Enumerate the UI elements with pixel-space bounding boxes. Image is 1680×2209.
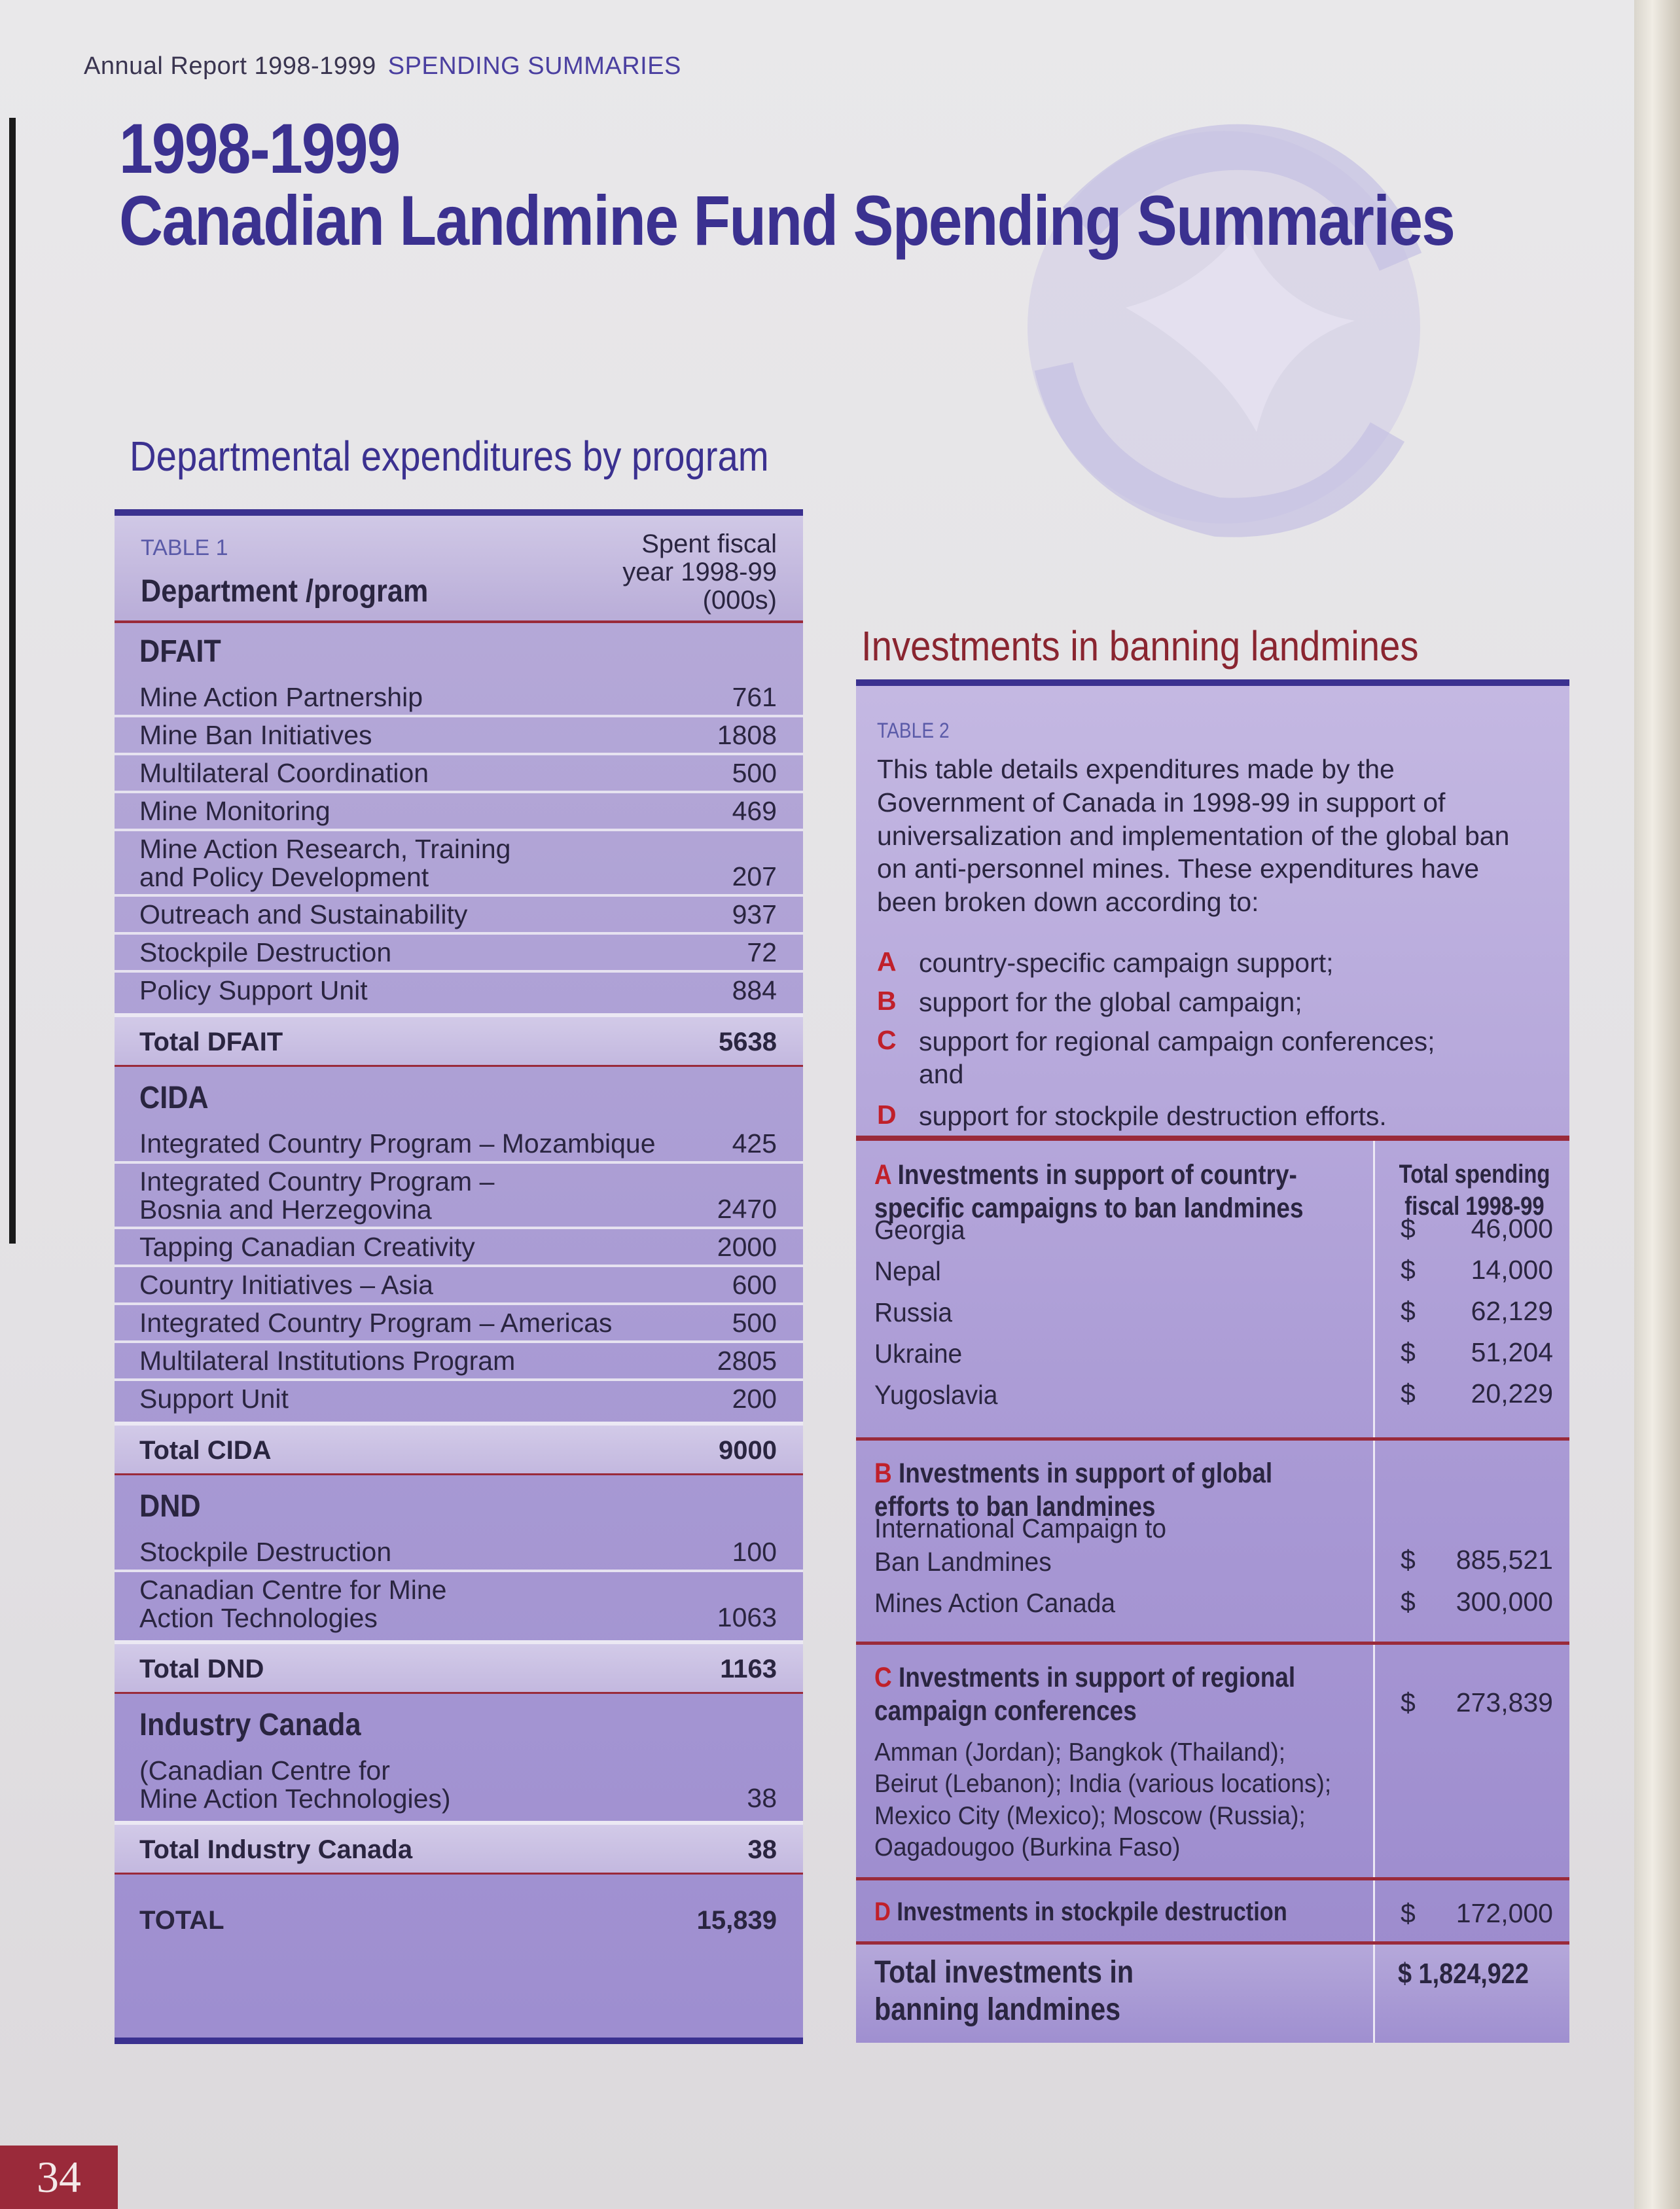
table-row bbox=[115, 1304, 803, 1342]
table-row bbox=[115, 716, 803, 754]
total-investments-label: Total investments in banning landmines bbox=[874, 1955, 1134, 2027]
country-amount bbox=[1393, 1296, 1553, 1330]
program-value: 2000 bbox=[717, 1232, 777, 1262]
regional-amount bbox=[1393, 1687, 1553, 1721]
table-row bbox=[115, 1533, 803, 1571]
table2-description: This table details expenditures made by the Government of Canada in 1998-99 in support of universalization and implementation of the global ban on anti-personnel mines. These expenditures have been broken down according to: bbox=[877, 754, 1510, 918]
amount-value: 62,129 bbox=[1471, 1296, 1553, 1326]
section-divider bbox=[856, 1437, 1569, 1441]
total-label: Total DFAIT bbox=[139, 1028, 283, 1056]
amount-value: 300,000 bbox=[1456, 1587, 1553, 1617]
recipient-amount bbox=[1393, 1545, 1553, 1579]
total-investments-value: $ 1,824,922 bbox=[1398, 1958, 1529, 1990]
total-value: 38 bbox=[747, 1835, 777, 1864]
breakdown-text: country-specific campaign support; bbox=[919, 948, 1334, 978]
program-value: 38 bbox=[747, 1783, 777, 1813]
total-value: 1163 bbox=[720, 1655, 777, 1683]
letter-gap bbox=[891, 1897, 897, 1926]
total-value: 9000 bbox=[719, 1436, 777, 1465]
amount-value: 885,521 bbox=[1456, 1545, 1553, 1575]
letter-gap bbox=[892, 1662, 899, 1693]
currency-symbol: $ bbox=[1401, 1378, 1416, 1409]
country-amount bbox=[1393, 1255, 1553, 1289]
section-heading-d bbox=[874, 1897, 1287, 1928]
program-name: Policy Support Unit bbox=[139, 975, 368, 1005]
program-value: 207 bbox=[732, 861, 777, 891]
table1-col-spent: Spent fiscal year 1998-99 (000s) bbox=[622, 530, 777, 615]
program-name: Mine Action Partnership bbox=[139, 682, 423, 712]
table-row bbox=[115, 971, 803, 1009]
table-departmental-expenditures bbox=[115, 509, 803, 2044]
amount-value: 20,229 bbox=[1471, 1378, 1553, 1409]
program-value: 72 bbox=[747, 937, 777, 967]
table1-header bbox=[115, 516, 803, 623]
program-name: Multilateral Coordination bbox=[139, 758, 429, 788]
recipient-amount bbox=[1393, 1587, 1553, 1621]
running-header bbox=[84, 52, 681, 81]
breakdown-letter: A bbox=[877, 946, 897, 977]
page-number: 34 bbox=[0, 2146, 118, 2209]
section-heading-c bbox=[874, 1661, 1295, 1727]
program-value: 2470 bbox=[717, 1194, 777, 1224]
dept-name-cida: CIDA bbox=[139, 1081, 209, 1115]
dept-name-dfait: DFAIT bbox=[139, 634, 221, 669]
amount-value: 51,204 bbox=[1471, 1337, 1553, 1367]
country-amount bbox=[1393, 1378, 1553, 1412]
currency-symbol: $ bbox=[1401, 1687, 1416, 1717]
program-value: 469 bbox=[732, 796, 777, 826]
section-title: Investments in stockpile destruction bbox=[897, 1897, 1287, 1926]
program-value: 500 bbox=[732, 1308, 777, 1338]
section-letter: A bbox=[874, 1159, 891, 1191]
program-name: Mine Monitoring bbox=[139, 796, 331, 826]
breakdown-item bbox=[877, 1025, 1538, 1093]
table-row bbox=[115, 792, 803, 830]
title-main: Canadian Landmine Fund Spending Summaries bbox=[119, 181, 1455, 260]
table-row bbox=[115, 1266, 803, 1304]
total-label: Total Industry Canada bbox=[139, 1835, 413, 1864]
total-row-dfait bbox=[115, 1013, 803, 1067]
program-name: Integrated Country Program – Americas bbox=[139, 1308, 613, 1338]
program-value: 100 bbox=[732, 1537, 777, 1567]
table-row bbox=[115, 1228, 803, 1266]
grand-total-value: 15,839 bbox=[696, 1906, 777, 1935]
section-title: Investments in support of regional campaign conferences bbox=[874, 1662, 1296, 1727]
program-value: 884 bbox=[732, 975, 777, 1005]
table2-col-total: Total spending fiscal 1998-99 bbox=[1399, 1160, 1550, 1221]
section-title: Investments in support of country- specific campaigns to ban landmines bbox=[874, 1159, 1304, 1224]
page-curl-edge bbox=[1634, 0, 1680, 2209]
program-name: Integrated Country Program – Bosnia and Herzegovina bbox=[139, 1166, 495, 1225]
amount-value: 14,000 bbox=[1471, 1255, 1553, 1285]
total-value: 5638 bbox=[719, 1028, 777, 1056]
total-row-industry bbox=[115, 1821, 803, 1875]
country-amount bbox=[1393, 1337, 1553, 1371]
breakdown-letter: B bbox=[877, 986, 897, 1016]
amount-value: 273,839 bbox=[1456, 1687, 1553, 1717]
country-name: Yugoslavia bbox=[874, 1380, 998, 1410]
dept-name-dnd: DND bbox=[139, 1489, 201, 1524]
breakdown-text: support for stockpile destruction efforts. bbox=[919, 1101, 1387, 1131]
section-letter: B bbox=[874, 1458, 892, 1489]
table-row bbox=[115, 830, 803, 895]
table-row bbox=[115, 1342, 803, 1380]
table-row bbox=[115, 754, 803, 792]
currency-symbol: $ bbox=[1401, 1213, 1416, 1244]
table-row bbox=[115, 1571, 803, 1636]
table-row bbox=[115, 1751, 803, 1817]
program-name: Country Initiatives – Asia bbox=[139, 1270, 433, 1300]
table1-label: TABLE 1 bbox=[141, 535, 228, 560]
currency-symbol: $ bbox=[1401, 1255, 1416, 1285]
table-row bbox=[115, 1162, 803, 1228]
section-divider bbox=[856, 1877, 1569, 1880]
program-value: 761 bbox=[732, 682, 777, 712]
program-value: 2805 bbox=[717, 1346, 777, 1376]
section-title-departmental: Departmental expenditures by program bbox=[130, 433, 769, 480]
breakdown-letter: D bbox=[877, 1100, 897, 1130]
section-divider bbox=[856, 1642, 1569, 1645]
stockpile-amount bbox=[1393, 1898, 1553, 1932]
section-letter: C bbox=[874, 1662, 892, 1693]
breakdown-item bbox=[877, 1100, 1538, 1138]
program-value: 1063 bbox=[717, 1602, 777, 1632]
program-name: Mine Ban Initiatives bbox=[139, 720, 372, 750]
program-value: 1808 bbox=[717, 720, 777, 750]
program-value: 500 bbox=[732, 758, 777, 788]
letter-gap bbox=[891, 1159, 897, 1191]
total-row-cida bbox=[115, 1422, 803, 1475]
amount-value: 46,000 bbox=[1471, 1213, 1553, 1244]
program-name: Tapping Canadian Creativity bbox=[139, 1232, 475, 1262]
table-row bbox=[115, 678, 803, 716]
program-value: 200 bbox=[732, 1384, 777, 1414]
total-column-divider bbox=[1373, 1945, 1375, 2043]
report-name: Annual Report 1998-1999 bbox=[84, 52, 376, 80]
currency-symbol: $ bbox=[1401, 1296, 1416, 1326]
total-label: Total DND bbox=[139, 1655, 264, 1683]
currency-symbol: $ bbox=[1401, 1545, 1416, 1575]
grand-total-label: TOTAL bbox=[139, 1906, 224, 1935]
country-name: Nepal bbox=[874, 1256, 941, 1286]
grand-total-row bbox=[115, 1886, 803, 1952]
program-name: Multilateral Institutions Program bbox=[139, 1346, 516, 1376]
amount-value: 172,000 bbox=[1456, 1898, 1553, 1928]
conference-locations: Amman (Jordan); Bangkok (Thailand); Beirut (Lebanon); India (various locations); Mexico City (Mexico); Moscow (Russia); Oagadougoo (Burkina Faso) bbox=[874, 1738, 1332, 1862]
table2-label: TABLE 2 bbox=[877, 719, 950, 742]
breakdown-text: support for regional campaign conferences; and bbox=[919, 1026, 1435, 1090]
section-name: SPENDING SUMMARIES bbox=[387, 52, 681, 80]
binding-edge bbox=[9, 118, 16, 1244]
program-name: Integrated Country Program – Mozambique bbox=[139, 1128, 656, 1158]
program-name: Canadian Centre for Mine Action Technologies bbox=[139, 1575, 447, 1634]
title-years: 1998-1999 bbox=[119, 109, 400, 188]
recipient-name: Mines Action Canada bbox=[874, 1588, 1116, 1618]
recipient-name: International Campaign to Ban Landmines bbox=[874, 1513, 1167, 1577]
section-title: Investments in support of global efforts to ban landmines bbox=[874, 1458, 1273, 1522]
currency-symbol: $ bbox=[1401, 1587, 1416, 1617]
country-name: Ukraine bbox=[874, 1338, 963, 1369]
table-row bbox=[115, 1380, 803, 1418]
table-row bbox=[115, 933, 803, 971]
section-letter: D bbox=[874, 1897, 891, 1926]
country-name: Russia bbox=[874, 1297, 953, 1327]
breakdown-text: support for the global campaign; bbox=[919, 987, 1302, 1017]
program-value: 937 bbox=[732, 899, 777, 929]
currency-symbol: $ bbox=[1401, 1898, 1416, 1928]
table-investments-banning bbox=[856, 679, 1569, 2043]
breakdown-item bbox=[877, 986, 1538, 1024]
program-name: Stockpile Destruction bbox=[139, 1537, 392, 1567]
page-title bbox=[119, 109, 1455, 260]
currency-symbol: $ bbox=[1401, 1337, 1416, 1367]
table2-column-divider bbox=[1373, 1141, 1375, 2041]
breakdown-letter: C bbox=[877, 1025, 897, 1055]
program-name: (Canadian Centre for Mine Action Technologies) bbox=[139, 1755, 451, 1814]
country-name: Georgia bbox=[874, 1215, 965, 1245]
program-name: Outreach and Sustainability bbox=[139, 899, 468, 929]
dept-name-industry: Industry Canada bbox=[139, 1708, 361, 1742]
letter-gap bbox=[892, 1458, 899, 1489]
total-row-dnd bbox=[115, 1640, 803, 1694]
program-name: Mine Action Research, Training and Policy Development bbox=[139, 834, 511, 893]
country-amount bbox=[1393, 1213, 1553, 1248]
section-title-investments: Investments in banning landmines bbox=[861, 622, 1419, 670]
program-name: Stockpile Destruction bbox=[139, 937, 392, 967]
breakdown-item bbox=[877, 946, 1538, 984]
table1-col-program: Department /program bbox=[141, 574, 429, 609]
program-value: 425 bbox=[732, 1128, 777, 1158]
program-name: Support Unit bbox=[139, 1384, 289, 1414]
program-value: 600 bbox=[732, 1270, 777, 1300]
table-row bbox=[115, 895, 803, 933]
total-label: Total CIDA bbox=[139, 1436, 272, 1465]
table-row bbox=[115, 1124, 803, 1162]
